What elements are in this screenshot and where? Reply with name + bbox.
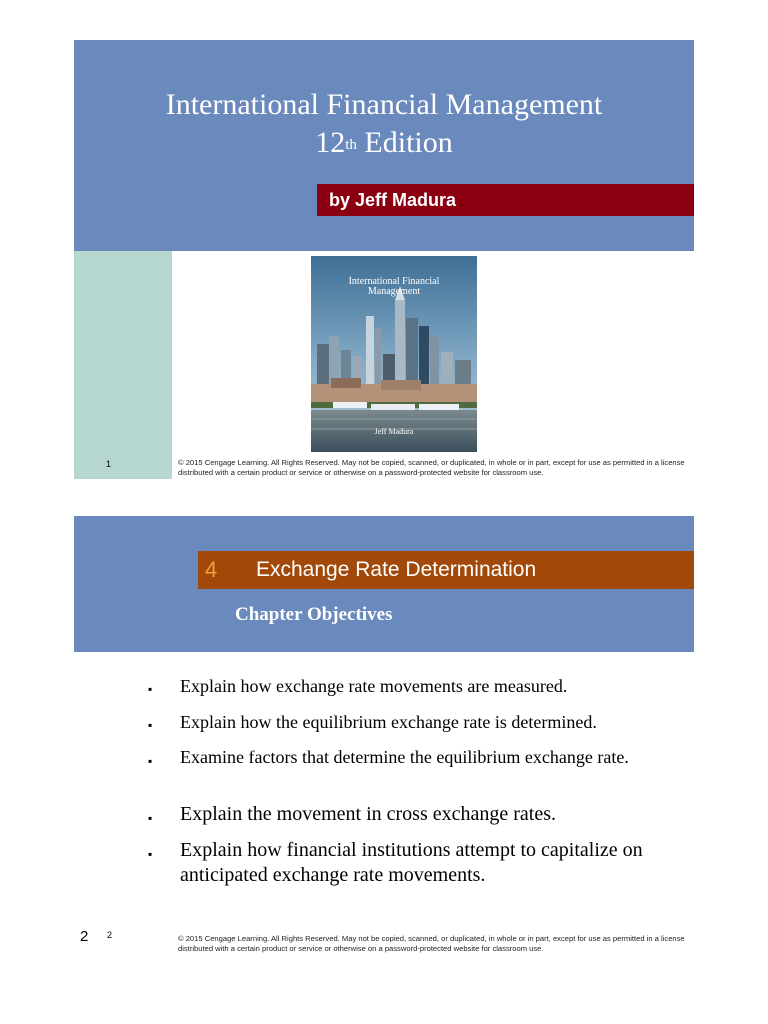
book-cover-image	[311, 256, 477, 452]
chapter-number: 4	[205, 557, 218, 582]
objective-text: Examine factors that determine the equilibrium exchange rate.	[180, 747, 629, 767]
slide2-copyright: © 2015 Cengage Learning. All Rights Reserved. May not be copied, scanned, or duplicated, in whole or in part, except for use as permitted in a license distributed with a certain product or service or otherwise on a password-protected website for classroom use.	[178, 934, 685, 953]
slide1-page-number: 1	[106, 459, 112, 469]
edition-word: Edition	[364, 126, 453, 159]
objective-text: Explain how the equilibrium exchange rate is determined.	[180, 712, 597, 732]
bullet-icon: ▪	[148, 718, 153, 732]
slide1-sidebar	[74, 251, 172, 479]
bullet-icon: ▪	[148, 682, 153, 696]
slide1-title	[74, 86, 694, 162]
cover-author: Jeff Madura	[374, 427, 414, 436]
edition-line	[74, 124, 694, 162]
chapter-banner	[198, 551, 694, 589]
slide1-header	[74, 40, 694, 251]
edition-suffix: th	[345, 137, 357, 153]
objective-text: Explain how exchange rate movements are measured.	[180, 676, 568, 696]
bullet-icon: ▪	[148, 847, 153, 861]
book-title: International Financial Management	[165, 88, 603, 121]
chapter-objectives-heading: Chapter Objectives	[235, 604, 393, 625]
slide1-copyright: © 2015 Cengage Learning. All Rights Reserved. May not be copied, scanned, or duplicated, in whole or in part, except for use as permitted in a license distributed with a certain product or service or otherwise on a password-protected website for classroom use.	[178, 458, 685, 477]
bullet-icon: ▪	[148, 811, 153, 825]
slide2-page-number-small: 2	[107, 930, 113, 940]
edition-number: 12	[315, 126, 346, 159]
chapter-title: Exchange Rate Determination	[256, 558, 537, 581]
objective-text: Explain how financial institutions attempt to capitalize on anticipated exchange rate movements.	[180, 839, 643, 886]
bullet-icon: ▪	[148, 754, 153, 768]
objective-text: Explain the movement in cross exchange rates.	[180, 803, 556, 825]
author-banner: by Jeff Madura	[317, 184, 694, 216]
slide2-header	[74, 516, 694, 652]
cover-title-line1: International Financial	[348, 276, 440, 287]
slide2-page-number-large: 2	[80, 928, 89, 945]
cover-title-line2: Management	[367, 286, 421, 297]
